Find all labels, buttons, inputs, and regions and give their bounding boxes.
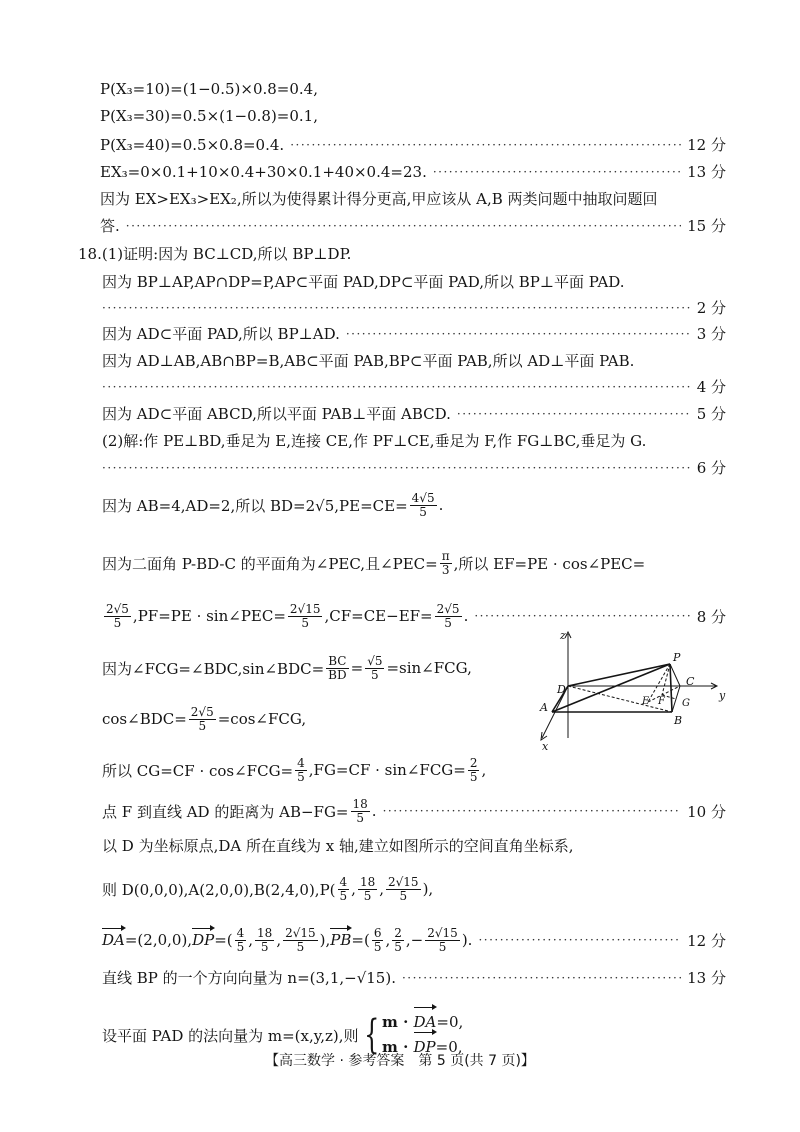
numerator: 4 [297,756,305,770]
numerator: 18 [257,926,273,940]
text: ,所以 EF=PE · cos∠PEC= [453,554,646,573]
score: 10 分 [687,802,726,821]
text: , [481,761,487,780]
text: , [379,880,384,899]
dot-leader [346,327,691,341]
denominator: 5 [339,888,348,903]
fraction [392,927,404,953]
text: 因为 AD⊂平面 PAD,所以 BP⊥AD. [102,325,340,343]
denominator: 5 [469,769,478,784]
score: 12 分 [687,931,726,950]
fraction [410,492,437,518]
score: 2 分 [696,299,726,317]
vector-DA: DA [414,1010,437,1035]
denominator: 5 [438,939,447,954]
fraction [235,927,247,953]
vector-DP: DP [414,1035,436,1060]
denominator: 5 [260,939,269,954]
q18-heading [78,243,726,264]
denominator: 5 [301,615,310,630]
score: 5 分 [696,405,726,423]
denominator: 5 [371,667,379,682]
denominator: 5 [356,810,364,825]
score: 12 分 [687,136,726,154]
text: =cos∠FCG, [217,710,307,729]
label-D: D [557,683,566,696]
prob-line-1 [100,80,726,98]
q18-line [102,271,726,292]
fraction [255,927,274,953]
denominator: 5 [363,888,372,903]
vector-DA: DA [102,931,125,950]
text: 设平面 PAD 的法向量为 m=(x,y,z),则 [102,1026,359,1045]
text: 因为 EX>EX₃>EX₂,所以为使得累计得分更高,甲应该从 A,B 两类问题中抽取问题回 [100,190,658,208]
score: 15 分 [687,217,726,235]
q18-line [102,655,520,681]
text: 所以 CG=CF · cos∠FCG= [102,761,294,780]
text: =( [351,931,370,950]
fraction [440,550,452,576]
denominator: 5 [399,888,408,903]
q18-line [102,492,726,518]
text: . [371,802,377,821]
fraction [358,876,377,902]
text: 因为 BP⊥AP,AP∩DP=P,AP⊂平面 PAD,DP⊂平面 PAD,所以 BP⊥平面 PAD. [102,273,625,291]
text: ,− [405,931,424,950]
dot-leader [402,971,681,985]
dot-leader [474,609,690,623]
numerator: 2 [469,756,478,770]
fraction [338,876,350,902]
text: ), [319,931,331,950]
q18-line [102,403,726,424]
label-z: z [560,629,566,642]
text: , [248,931,254,950]
q18-line [102,350,726,371]
q18-line [102,876,726,902]
prob-line-2 [100,107,726,125]
fraction [372,927,384,953]
coordinate-figure [530,626,735,756]
score: 13 分 [687,163,726,181]
denominator: 5 [297,769,305,784]
numerator: 2√5 [190,705,214,719]
text: =0, [435,1038,463,1056]
fraction [468,757,480,783]
conclusion-line [100,188,726,209]
numerator: 2√5 [106,602,129,616]
conclusion-line-2 [100,215,726,236]
q18-line [102,967,726,988]
fraction [288,603,323,629]
numerator: π [441,549,450,563]
label-C: C [686,675,695,688]
text: (2)解:作 PE⊥BD,垂足为 E,连接 CE,作 PF⊥CE,垂足为 F,作 FG⊥BC,垂足为 G. [102,432,647,450]
dot-leader [102,301,691,315]
score: 4 分 [696,378,726,396]
denominator: BD [328,667,347,682]
expectation-line [100,161,726,182]
numerator: 4 [339,875,348,889]
numerator: 2 [394,926,402,940]
brace: { [363,1012,379,1058]
label-y: y [719,689,726,702]
numerator: 2√5 [436,602,460,616]
numerator: 18 [352,797,368,811]
denominator: 5 [198,718,207,733]
denominator: 5 [444,615,452,630]
score-row [102,297,726,318]
text: 18.(1)证明:因为 BC⊥CD,所以 BP⊥DP. [78,245,352,263]
text: , [276,931,282,950]
numerator: 4 [236,926,245,940]
q18-line [102,757,520,783]
text: 因为∠FCG=∠BDC,sin∠BDC= [102,659,325,678]
numerator: 2√15 [388,875,419,889]
text: 答. [100,217,120,235]
numerator: 6 [373,926,382,940]
q18-line [102,323,726,344]
numerator: 2√15 [427,926,458,940]
label-B: B [674,714,683,727]
score-row [102,376,726,397]
fraction [351,798,370,824]
text: ,PF=PE · sin∠PEC= [132,607,286,626]
text: ,CF=CE−EF= [324,607,433,626]
score-row [102,457,726,478]
fraction [104,603,131,629]
fraction [365,655,384,681]
numerator: √5 [367,654,383,668]
dot-leader [102,380,691,394]
text: , [385,931,391,950]
text: ), [422,880,434,899]
text: P(X₃=10)=(1−0.5)×0.8=0.4, [100,80,318,98]
edge-AP [552,664,670,712]
fraction [326,655,348,681]
fraction [435,603,462,629]
edge-DP [568,664,670,686]
dot-leader [102,461,691,475]
text: m · [381,1013,414,1031]
vector-DP: DP [192,931,215,950]
score: 13 分 [687,969,726,987]
dot-leader [433,165,681,179]
label-E: E [642,696,650,707]
text: =0, [436,1013,464,1031]
text: 因为 AD⊥AB,AB∩BP=B,AB⊂平面 PAB,BP⊂平面 PAB,所以 AD⊥平面 PAB. [102,352,635,370]
fraction [189,706,216,732]
q18-line [102,550,726,576]
numerator: 2√15 [289,602,321,616]
text: 因为二面角 P-BD-C 的平面角为∠PEC,且∠PEC= [102,554,438,573]
text: 因为 AB=4,AD=2,所以 BD=2√5,PE=CE= [102,496,408,515]
label-P: P [673,651,681,664]
text: =(2,0,0), [124,931,193,950]
dot-leader [290,138,681,152]
text: . [438,496,444,515]
q18-line [102,706,520,732]
dot-leader [126,219,681,233]
text: = [350,659,364,678]
fraction [425,927,460,953]
denominator: 5 [296,939,305,954]
text: 点 F 到直线 AD 的距离为 AB−FG= [102,802,349,821]
numerator: 2√15 [285,926,316,940]
denominator: 5 [419,504,427,519]
text: P(X₃=40)=0.5×0.8=0.4. [100,135,285,154]
dot-leader [478,933,681,947]
text: 以 D 为坐标原点,DA 所在直线为 x 轴,建立如图所示的空间直角坐标系, [102,837,574,855]
text: ,FG=CF · sin∠FCG= [308,761,466,780]
text: , [351,880,356,899]
score: 3 分 [696,325,726,343]
text: 直线 BP 的一个方向向量为 n=(3,1,−√15). [102,969,396,987]
text: EX₃=0×0.1+10×0.4+30×0.1+40×0.4=23. [100,162,427,181]
text: ). [461,931,473,950]
q18-line [102,798,726,824]
text: P(X₃=30)=0.5×(1−0.8)=0.1, [100,107,318,125]
numerator: BC [328,654,347,668]
label-A: A [540,701,548,714]
text: . [463,607,469,626]
numerator: 4√5 [411,491,435,505]
denominator: 5 [394,939,402,954]
score: 8 分 [696,607,726,626]
score: 6 分 [696,459,726,477]
q18-vector-line [102,927,726,953]
text: m · [381,1038,414,1056]
fraction [283,927,318,953]
edge-PB [670,664,672,712]
fraction [386,876,421,902]
page-footer: 【高三数学 · 参考答案 第 5 页(共 7 页)】 [265,1053,535,1069]
numerator: 18 [359,875,376,889]
text: =( [214,931,233,950]
label-G: G [682,698,690,709]
fraction [295,757,307,783]
vector-PB: PB [330,931,352,950]
dot-leader [383,804,682,818]
edge-PF [662,664,670,695]
q18-line [102,835,726,856]
denominator: 5 [236,939,245,954]
label-x: x [542,740,549,753]
text: =sin∠FCG, [386,659,472,678]
denominator: 3 [441,562,450,577]
text: 因为 AD⊂平面 ABCD,所以平面 PAB⊥平面 ABCD. [102,405,451,423]
text: cos∠BDC= [102,710,187,729]
text: 则 D(0,0,0),A(2,0,0),B(2,4,0),P( [102,880,336,899]
prob-line-3 [100,134,726,155]
label-F: F [658,696,665,707]
dot-leader [457,407,691,421]
denominator: 5 [373,939,382,954]
denominator: 5 [113,615,122,630]
q18-part2-line [102,430,726,451]
